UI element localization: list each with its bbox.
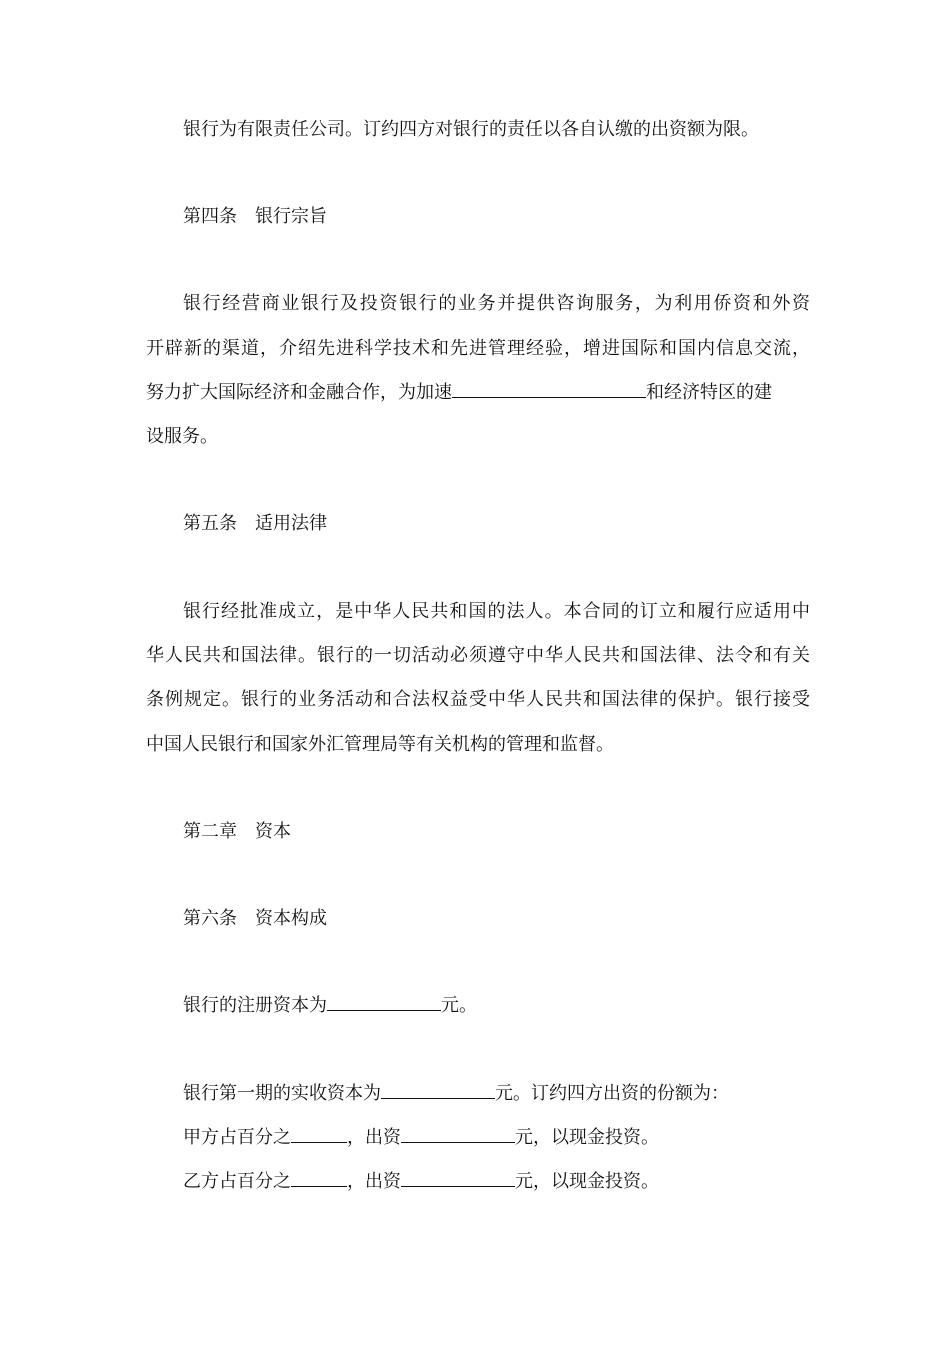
party-a-percent-field[interactable] [291, 1126, 347, 1143]
article-5-line-1: 银行经批准成立，是中华人民共和国的法人。本合同的订立和履行应适用中 [183, 601, 810, 622]
party-a-percent-label: 甲方占百分之 [183, 1127, 291, 1148]
article-4-line-3-end: 和经济特区的建 [646, 382, 772, 403]
blank-region-field[interactable] [452, 381, 646, 398]
article-5-line-3: 条例规定。银行的业务活动和合法权益受中华人民共和国法律的保护。银行接受 [146, 689, 810, 710]
paid-in-capital-suffix: 元。订约四方出资的份额为： [495, 1083, 729, 1104]
article-5-line-2: 华人民共和国法律。银行的一切活动必须遵守中华人民共和国法律、法令和有关 [146, 645, 810, 666]
chapter-2-heading: 第二章 资本 [183, 821, 291, 842]
registered-capital-field[interactable] [327, 994, 441, 1011]
party-b-line [183, 1170, 847, 1194]
party-a-line [183, 1126, 847, 1150]
article-4-line-4: 设服务。 [146, 426, 218, 447]
party-a-suffix: 元，以现金投资。 [515, 1127, 659, 1148]
article-5-heading: 第五条 适用法律 [183, 513, 327, 534]
party-b-amount-field[interactable] [401, 1170, 515, 1187]
paid-in-capital-label: 银行第一期的实收资本为 [183, 1083, 381, 1104]
paid-in-capital-line [183, 1082, 847, 1106]
article-4-heading: 第四条 银行宗旨 [183, 206, 327, 227]
paragraph-liability: 银行为有限责任公司。订约四方对银行的责任以各自认缴的出资额为限。 [183, 119, 759, 140]
article-4-line-1: 银行经营商业银行及投资银行的业务并提供咨询服务，为利用侨资和外资 [183, 293, 810, 314]
party-a-amount-label: ，出资 [347, 1127, 401, 1148]
registered-capital-line [183, 994, 847, 1018]
registered-capital-label: 银行的注册资本为 [183, 995, 327, 1016]
party-b-amount-label: ，出资 [347, 1171, 401, 1192]
article-6-heading: 第六条 资本构成 [183, 908, 327, 929]
party-b-percent-label: 乙方占百分之 [183, 1171, 291, 1192]
party-b-suffix: 元，以现金投资。 [515, 1171, 659, 1192]
paid-in-capital-field[interactable] [381, 1082, 495, 1099]
article-5-line-4: 中国人民银行和国家外汇管理局等有关机构的管理和监督。 [146, 734, 614, 755]
party-a-amount-field[interactable] [401, 1126, 515, 1143]
article-4-line-3-start: 努力扩大国际经济和金融合作，为加速 [146, 382, 452, 403]
registered-capital-unit: 元。 [441, 995, 477, 1016]
party-b-percent-field[interactable] [291, 1170, 347, 1187]
article-4-line-2: 开辟新的渠道，介绍先进科学技术和先进管理经验，增进国际和国内信息交流， [146, 338, 810, 359]
article-4-line-3 [146, 381, 810, 405]
